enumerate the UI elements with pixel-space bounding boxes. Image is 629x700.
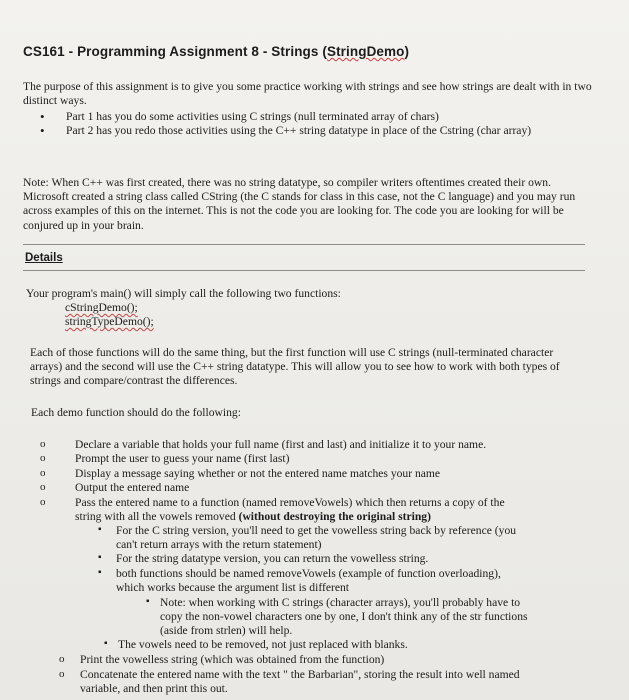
vowels-note: The vowels need to be removed, not just replaced with blanks. <box>118 638 408 651</box>
divider <box>23 270 585 271</box>
step-item: Prompt the user to guess your name (first last) <box>75 452 290 465</box>
sub-point: For the C string version, you'll need to get the vowelless string back by reference (you can't return arrays with the return statement) <box>116 524 517 551</box>
details-intro: Your program's main() will simply call the following two functions: <box>26 287 341 300</box>
page-title: CS161 - Programming Assignment 8 - Strings (StringDemo) <box>23 44 410 59</box>
square-bullet-icon: ▪ <box>98 567 102 578</box>
circle-bullet-icon: o <box>40 467 46 479</box>
details-heading: Details <box>25 252 63 264</box>
square-bullet-icon: ▪ <box>146 596 150 607</box>
step-item: Concatenate the entered name with the text " the Barbarian", storing the result into well named variable, and then print this out. <box>80 668 520 695</box>
circle-bullet-icon: o <box>40 438 46 450</box>
step-item: Display a message saying whether or not the entered name matches your name <box>75 467 441 480</box>
circle-bullet-icon: o <box>59 668 65 680</box>
step-item: Declare a variable that holds your full name (first and last) and initialize it to your name. <box>75 438 487 451</box>
square-bullet-icon: ▪ <box>98 524 102 535</box>
step-item: Output the entered name <box>75 481 190 494</box>
square-bullet-icon: ▪ <box>104 638 108 649</box>
each-paragraph: Each of those functions will do the same thing, but the first function will use C strings (null-terminated character arrays) and the second will use the C++ string datatype. This will allow you to see how to work with both types of strings and compare/contrast the differences. <box>30 346 560 388</box>
list-item: • Part 1 has you do some activities using C strings (null terminated array of chars) <box>40 109 439 124</box>
sub-point: For the string datatype version, you can return the vowelless string. <box>116 552 429 565</box>
sub-point: both functions should be named removeVowels (example of function overloading), which works because the argument list is different <box>116 567 501 594</box>
square-bullet-icon: ▪ <box>98 552 102 563</box>
circle-bullet-icon: o <box>40 481 46 493</box>
circle-bullet-icon: o <box>40 496 46 508</box>
note-paragraph: Note: When C++ was first created, there was no string datatype, so compiler writers oftentimes created their own. Microsoft created a string class called CString (the C stands for class in this case, not the C language) and you may run across examples of this on the internet. This is not the code you are looking for. The code you are looking for will be conjured up in your brain. <box>23 176 576 232</box>
parts-list <box>36 110 596 138</box>
circle-bullet-icon: o <box>59 653 65 665</box>
step-item: Pass the entered name to a function (named removeVowels) which then returns a copy of the string with all the vowels removed (without destroying the original string) <box>75 496 505 523</box>
function-cstringdemo: cStringDemo(); <box>65 301 138 314</box>
intro-paragraph: The purpose of this assignment is to give you some practice working with strings and see how strings are dealt with in two distinct ways. <box>23 80 592 108</box>
should-paragraph: Each demo function should do the following: <box>31 406 241 419</box>
divider <box>23 244 585 245</box>
circle-bullet-icon: o <box>40 452 46 464</box>
list-item: • Part 2 has you redo those activities using the C++ string datatype in place of the Cstring (char array) <box>40 123 532 139</box>
function-stringtypedemo: stringTypeDemo(); <box>65 315 154 328</box>
sub-sub-point: Note: when working with C strings (character arrays), you'll probably have to copy the non-vowel characters one by one, I don't think any of the str functions (aside from strlen) will help. <box>160 596 528 637</box>
step-item: Print the vowelless string (which was obtained from the function) <box>80 653 385 666</box>
